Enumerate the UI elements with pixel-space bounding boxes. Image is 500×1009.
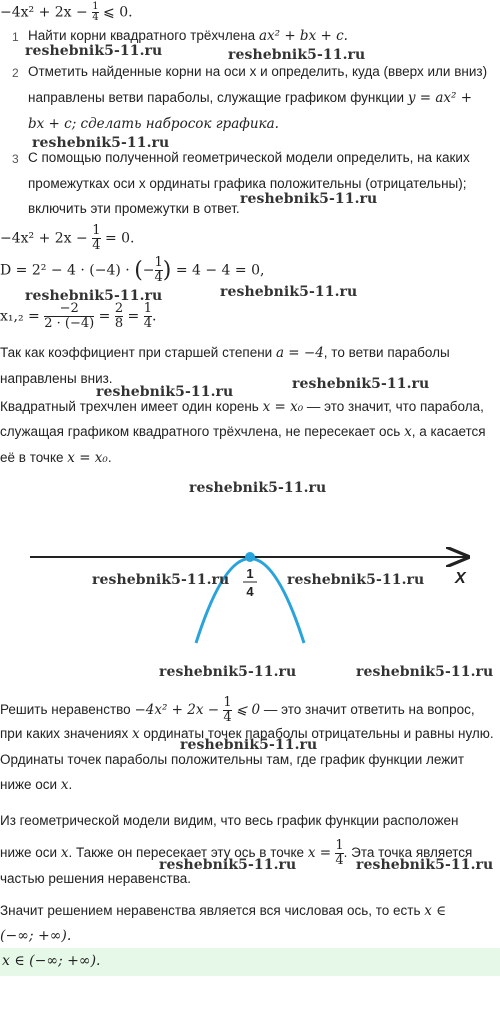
text: при каких значениях xyxy=(0,726,132,741)
watermark: reshebnik5-11.ru xyxy=(25,288,163,304)
equals: = xyxy=(123,308,144,325)
watermark: reshebnik5-11.ru xyxy=(228,47,366,63)
watermark: reshebnik5-11.ru xyxy=(32,135,170,151)
math: x xyxy=(404,424,412,440)
step-1-formula: ax² + bx + c. xyxy=(258,28,348,44)
frac-den: 8 xyxy=(114,316,124,331)
answer-text: x ∈ (−∞; +∞). xyxy=(2,953,101,969)
frac-num: 2 xyxy=(114,301,124,316)
para-3-fraction xyxy=(223,696,231,725)
text: . xyxy=(68,777,73,792)
frac-den: 4 xyxy=(223,710,232,725)
step-3-line-1: С помощью полученной геометрической модели определить, на каких xyxy=(28,150,470,165)
watermark: reshebnik5-11.ru xyxy=(189,480,327,496)
root-label-num: 1 xyxy=(246,566,254,581)
math: a = −4 xyxy=(275,345,324,361)
math: x xyxy=(131,726,140,742)
watermark: reshebnik5-11.ru xyxy=(25,43,163,59)
minus-sign: − xyxy=(142,262,155,279)
math: x = x₀ xyxy=(67,450,108,466)
root-label-den: 4 xyxy=(246,584,254,599)
watermark: reshebnik5-11.ru xyxy=(92,572,230,588)
equation-text: −4x² + 2x − xyxy=(0,230,93,247)
step-2-line-3: bx + c; сделать набросок графика. xyxy=(28,116,279,132)
roots xyxy=(0,302,156,331)
step-2-formula: y = ax² + xyxy=(407,90,473,106)
para-1-line-2: направлены вниз. xyxy=(0,371,113,386)
math: ⩽ 0 xyxy=(231,702,261,719)
frac-den: 4 xyxy=(92,12,99,23)
discriminant: D = 2² − 4 · (−4) · (− $\frac{1}{4}$ ) = 4 − 4 = 0, xyxy=(0,255,265,285)
math: x xyxy=(60,777,69,793)
text: — это значит, что парабола, xyxy=(303,399,484,414)
text: Квадратный трехчлен имеет один корень xyxy=(0,399,263,414)
text: ниже оси xyxy=(0,777,61,792)
roots-fraction-2 xyxy=(115,302,123,331)
watermark: reshebnik5-11.ru xyxy=(356,857,494,873)
task-text: −4x² + 2x − xyxy=(0,4,93,21)
task-suffix: ⩽ 0. xyxy=(98,4,133,21)
math: x = xyxy=(307,845,336,862)
text: . Эта точка является xyxy=(343,845,473,861)
step-2-line-1: Отметить найденные корни на оси x и определить, куда (вверх или вниз) xyxy=(28,64,488,79)
text: . xyxy=(107,450,112,465)
text: её в точке xyxy=(0,450,68,465)
para-4-line-2 xyxy=(0,777,72,793)
watermark: reshebnik5-11.ru xyxy=(287,572,425,588)
equation-fraction xyxy=(92,224,100,253)
step-2-line-2 xyxy=(28,90,472,106)
watermark: reshebnik5-11.ru xyxy=(159,664,297,680)
frac-den: 4 xyxy=(154,270,163,285)
step-3-line-2: промежутках оси x ординаты графика положительны (отрицательны); xyxy=(28,176,467,191)
frac-num: 1 xyxy=(223,695,232,710)
answer-box xyxy=(0,948,500,976)
para-4-line-1: Ординаты точек параболы положительны там, где график функции лежит xyxy=(0,752,465,767)
para-5-fraction xyxy=(335,839,343,868)
watermark: reshebnik5-11.ru xyxy=(356,664,494,680)
math: x = x₀ xyxy=(262,399,304,415)
roots-fraction-3 xyxy=(144,302,152,331)
task-inequality xyxy=(0,2,133,23)
frac-num: −2 xyxy=(59,301,79,316)
frac-den: 2 · (−4) xyxy=(44,316,95,331)
text: Так как коэффициент при старшей степени xyxy=(0,345,276,360)
roots-lhs: x₁,₂ = xyxy=(0,308,45,325)
frac-num: 1 xyxy=(154,255,163,270)
para-2-line-3 xyxy=(0,450,112,466)
para-2-line-1 xyxy=(0,399,484,415)
frac-num: 1 xyxy=(92,1,99,12)
step-1-label: Найти корни квадратного трёхчлена xyxy=(28,28,259,43)
watermark: reshebnik5-11.ru xyxy=(240,191,378,207)
para-6-line-2: (−∞; +∞). xyxy=(0,928,72,944)
para-3-line-1 xyxy=(0,696,475,725)
equals: = xyxy=(94,308,115,325)
frac-den: 4 xyxy=(92,238,101,253)
text: Значит решением неравенства является вся числовая ось, то есть xyxy=(0,903,425,918)
text: — это значит ответить на вопрос, xyxy=(260,702,475,718)
para-5-line-3: частью решения неравенства. xyxy=(0,871,191,886)
text: служащая графиком квадратного трёхчлена, не пересекает ось xyxy=(0,424,405,439)
step-1-text xyxy=(28,28,348,44)
x-axis-label: X xyxy=(455,570,466,587)
para-5-line-1: Из геометрической модели видим, что весь график функции расположен xyxy=(0,813,459,828)
equation-suffix: = 0. xyxy=(100,230,135,247)
roots-fraction-1 xyxy=(44,302,94,331)
text: . Также он пересекает эту ось в точке xyxy=(68,845,308,861)
frac-num: 1 xyxy=(92,223,101,238)
step-number-2: 2 xyxy=(12,66,19,80)
text: Решить неравенство xyxy=(0,702,135,718)
watermark: reshebnik5-11.ru xyxy=(96,384,234,400)
frac-num: 1 xyxy=(335,838,344,853)
watermark: reshebnik5-11.ru xyxy=(292,376,430,392)
text: , а касается xyxy=(411,424,486,439)
frac-num: 1 xyxy=(143,301,153,316)
frac-den: 4 xyxy=(143,316,153,331)
para-6-line-1 xyxy=(0,903,446,919)
text: ординаты точек параболы отрицательны и равны нулю. xyxy=(139,726,494,741)
step-number-3: 3 xyxy=(12,152,19,166)
watermark: reshebnik5-11.ru xyxy=(180,737,318,753)
math: x ∈ xyxy=(424,903,447,919)
math: −4x² + 2x − xyxy=(134,702,224,719)
discriminant-fraction xyxy=(155,256,163,285)
para-1-line-1 xyxy=(0,345,450,361)
watermark: reshebnik5-11.ru xyxy=(220,284,358,300)
vertex-point xyxy=(245,552,255,562)
watermark: reshebnik5-11.ru xyxy=(159,857,297,873)
step-3-line-3: включить эти промежутки в ответ. xyxy=(28,201,240,216)
text: , то ветви параболы xyxy=(323,345,450,360)
step-2-text: направлены ветви параболы, служащие графиком функции xyxy=(28,90,408,105)
math: x xyxy=(60,845,69,862)
para-2-line-2 xyxy=(0,424,486,440)
parabola-graph xyxy=(0,535,500,650)
discriminant-text: D = 2² − 4 · (−4) · xyxy=(0,262,135,279)
period: . xyxy=(152,308,157,325)
equation xyxy=(0,224,135,253)
discriminant-result: = 4 − 4 = 0, xyxy=(171,262,265,279)
frac-den: 4 xyxy=(335,853,344,868)
step-number-1: 1 xyxy=(12,30,19,44)
text: ниже оси xyxy=(0,845,61,861)
